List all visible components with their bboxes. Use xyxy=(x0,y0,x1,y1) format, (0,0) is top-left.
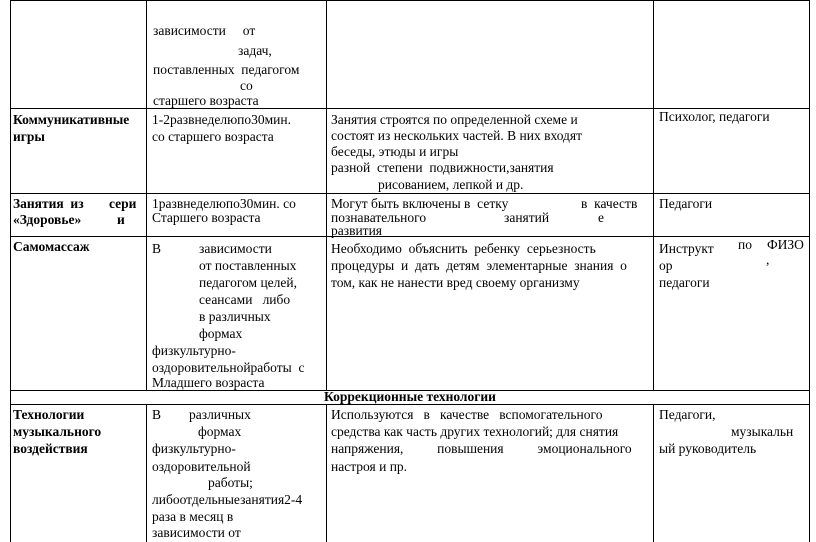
row3-method-line6: формах xyxy=(199,326,243,341)
row1-technology-line1: Коммуникативные xyxy=(13,112,130,127)
row1-responsible: Психолог, педагоги xyxy=(659,109,770,124)
row3-method-v: В xyxy=(152,241,162,256)
row3-method-line9: Младшего возраста xyxy=(152,375,265,390)
row4-method-line3: физкультурно- xyxy=(152,441,236,456)
row4-technology-line1: Технологии xyxy=(13,407,85,422)
row1-description-line3: беседы, этюды и игры xyxy=(331,144,459,159)
table-border-right xyxy=(809,0,810,542)
row1-method-line1: 1-2развнеделюпо30мин. xyxy=(152,112,292,127)
row2-method-line2: Старшего возраста xyxy=(152,210,261,225)
row3-technology: Самомассаж xyxy=(13,239,90,254)
row4-description-line3: напряжения, повышения эмоционального xyxy=(331,441,632,456)
column-divider-1 xyxy=(146,0,147,391)
row3-method-line1: зависимости xyxy=(199,241,272,256)
row4-responsible-line3: ый руководитель xyxy=(659,441,757,456)
row-divider-3 xyxy=(10,236,810,237)
row2-description-line1b: в качеств xyxy=(581,196,638,211)
row4-method-line1: различных xyxy=(189,407,251,422)
row2-technology-line2b: и xyxy=(117,212,125,227)
row0-method-line4: со xyxy=(240,78,253,93)
column-divider-3 xyxy=(653,0,654,391)
row2-technology-line1: Занятия из xyxy=(13,196,84,211)
row4-responsible-line2: музыкальн xyxy=(731,424,794,439)
row2-responsible: Педагоги xyxy=(659,196,713,211)
row0-method-line3: поставленных педагогом xyxy=(153,62,300,77)
row2-description-line3: развития xyxy=(331,223,383,238)
row3-responsible-line1: Инструкт xyxy=(659,241,714,256)
row0-method-line2: задач, xyxy=(238,43,272,58)
row3-responsible-line2: ор xyxy=(659,258,673,273)
row1-technology-line2: игры xyxy=(13,129,45,144)
row3-description-line3: том, как не нанести вред своему организму xyxy=(331,275,580,290)
row0-method-line1: зависимости от xyxy=(153,23,256,38)
row2-description-line1: Могут быть включены в сетку xyxy=(331,196,509,211)
row4-description-line1: Используются в качестве вспомогательного xyxy=(331,407,603,422)
row4-description-line2: средства как часть других технологий; для снятия xyxy=(331,424,619,439)
column-divider-2 xyxy=(326,0,327,391)
row3-method-line4: сеансами либо xyxy=(199,292,291,307)
row-divider-2 xyxy=(10,193,810,194)
row1-description-line4: разной степени подвижности,занятия xyxy=(331,160,554,175)
column-divider-3-lower xyxy=(653,404,654,542)
column-divider-1-lower xyxy=(146,404,147,542)
row3-method-line5: в различных xyxy=(199,309,271,324)
row1-description-line2: состоят из нескольких частей. В них входят xyxy=(331,128,583,143)
row0-method-line5: старшего возраста xyxy=(153,93,259,108)
row3-responsible-line3: педагоги xyxy=(659,275,710,290)
row4-method-line8: зависимости от xyxy=(152,525,241,540)
row2-description-line2c: е xyxy=(598,210,604,225)
row2-technology-line1b: сери xyxy=(109,196,137,211)
row3-method-line7: физкультурно- xyxy=(152,343,236,358)
column-divider-2-lower xyxy=(326,404,327,542)
table-border-left xyxy=(10,0,11,542)
row2-technology-line2: «Здоровье» xyxy=(13,212,82,227)
row3-description-line1: Необходимо объяснить ребенку серьезность xyxy=(331,241,596,256)
table-border-top xyxy=(10,0,810,1)
row3-description-line2: процедуры и дать детям элементарные знания о xyxy=(331,258,627,273)
row2-description-line2b: занятий xyxy=(504,210,550,225)
row3-responsible-fizo: ФИЗО xyxy=(767,237,804,252)
row1-description-line5: рисованием, лепкой и др. xyxy=(378,177,524,192)
row1-method-line2: со старшего возраста xyxy=(152,129,274,144)
row4-method-line6: либоотдельныезанятия2-4 xyxy=(152,492,303,507)
row4-method-line5: работы; xyxy=(208,475,253,490)
row3-responsible-po: по xyxy=(738,237,752,252)
row3-method-line8: оздоровительнойработы с xyxy=(152,360,305,375)
row4-method-line2: формах xyxy=(198,424,242,439)
row1-description-line1: Занятия строятся по определенной схеме и xyxy=(331,112,578,127)
row4-description-line4: настроя и пр. xyxy=(331,459,408,474)
row4-technology-line2: музыкального xyxy=(13,424,102,439)
row4-method-line4: оздоровительной xyxy=(152,459,251,474)
row4-method-v: В xyxy=(152,407,162,422)
row3-method-line3: педагогом целей, xyxy=(199,275,298,290)
row4-technology-line3: воздействия xyxy=(13,441,88,456)
section-title: Коррекционные технологии xyxy=(324,389,496,404)
row3-method-line2: от поставленных xyxy=(199,258,297,273)
row3-responsible-comma: , xyxy=(766,252,770,267)
row2-method-line1: 1развнеделюпо30мин. со xyxy=(152,196,296,211)
row4-method-line7: раза в месяц в xyxy=(152,509,234,524)
row2-description-line2: познавательного xyxy=(331,210,427,225)
row4-responsible-line1: Педагоги, xyxy=(659,407,716,422)
